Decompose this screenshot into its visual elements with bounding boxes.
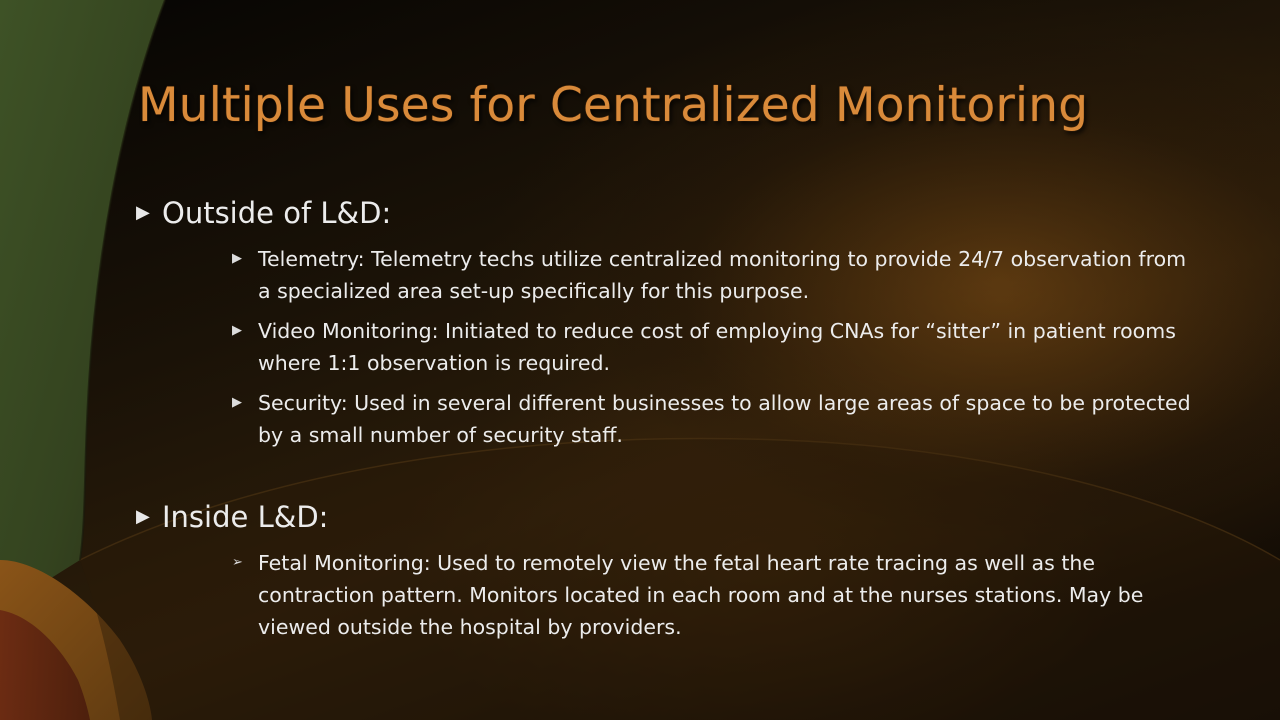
triangle-bullet-icon: ▶	[232, 323, 242, 338]
list-item-text: Fetal Monitoring: Used to remotely view the fetal heart rate tracing as well as the contraction pattern. Monitors located in each room and at the nurses stations. May be viewed outside the hospital by providers.	[258, 551, 1144, 639]
section-heading	[136, 499, 1196, 535]
triangle-bullet-icon: ▶	[136, 506, 150, 527]
list-item	[232, 547, 1196, 643]
list-item-text: Security: Used in several different businesses to allow large areas of space to be protected by a small number of security staff.	[258, 391, 1191, 447]
list-item	[232, 387, 1196, 451]
triangle-bullet-icon: ▶	[136, 202, 150, 223]
section-heading-text: Inside L&D:	[162, 500, 329, 534]
list-item-text: Video Monitoring: Initiated to reduce cost of employing CNAs for “sitter” in patient rooms where 1:1 observation is required.	[258, 319, 1176, 375]
arrowhead-bullet-icon: ➢	[232, 555, 243, 570]
list-item	[232, 243, 1196, 307]
slide-title: Multiple Uses for Centralized Monitoring	[138, 78, 1089, 133]
section-outside-ld	[136, 195, 1196, 451]
list-item-text: Telemetry: Telemetry techs utilize centralized monitoring to provide 24/7 observation from a specialized area set-up specifically for this purpose.	[258, 247, 1187, 303]
section-inside-ld	[136, 499, 1196, 643]
section-heading-text: Outside of L&D:	[162, 196, 392, 230]
list-item	[232, 315, 1196, 379]
triangle-bullet-icon: ▶	[232, 395, 242, 410]
section-heading	[136, 195, 1196, 231]
triangle-bullet-icon: ▶	[232, 251, 242, 266]
slide-content	[136, 195, 1196, 651]
